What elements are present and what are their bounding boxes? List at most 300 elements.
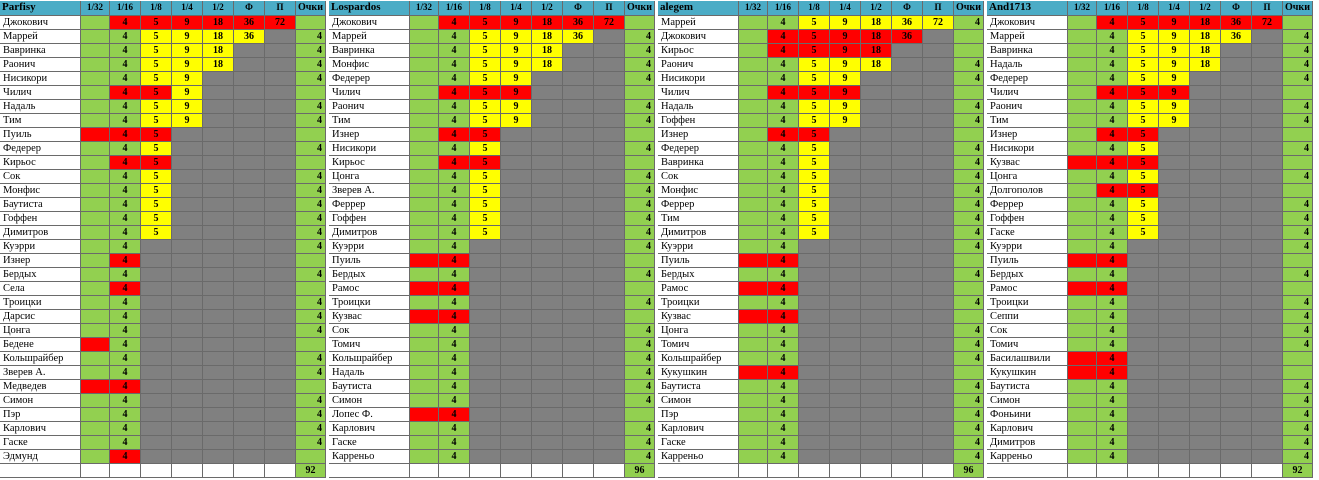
round-cell[interactable] xyxy=(410,212,439,226)
round-cell[interactable] xyxy=(470,422,501,436)
round-cell[interactable] xyxy=(501,170,532,184)
player-name-cell[interactable]: Карлович xyxy=(0,422,81,436)
round-header-2[interactable]: 1/16 xyxy=(439,1,470,16)
player-name-cell[interactable]: Цонга xyxy=(987,170,1068,184)
round-cell[interactable] xyxy=(1190,254,1221,268)
round-cell[interactable] xyxy=(1221,408,1252,422)
round-cell[interactable]: 4 xyxy=(768,72,799,86)
round-cell[interactable] xyxy=(830,184,861,198)
round-cell[interactable] xyxy=(172,310,203,324)
round-cell[interactable]: 5 xyxy=(141,44,172,58)
round-cell[interactable] xyxy=(172,282,203,296)
round-cell[interactable] xyxy=(563,128,594,142)
round-cell[interactable]: 4 xyxy=(768,282,799,296)
points-cell[interactable]: 4 xyxy=(954,422,984,436)
round-cell[interactable] xyxy=(470,450,501,464)
total-row-spacer[interactable] xyxy=(799,464,830,478)
round-cell[interactable] xyxy=(410,268,439,282)
round-header-3[interactable]: 1/8 xyxy=(799,1,830,16)
round-cell[interactable] xyxy=(1221,226,1252,240)
round-cell[interactable] xyxy=(739,352,768,366)
player-name-cell[interactable]: Изнер xyxy=(329,128,410,142)
round-cell[interactable]: 9 xyxy=(172,58,203,72)
round-cell[interactable]: 4 xyxy=(768,240,799,254)
round-cell[interactable]: 4 xyxy=(768,44,799,58)
round-cell[interactable]: 4 xyxy=(1097,436,1128,450)
round-cell[interactable]: 4 xyxy=(110,436,141,450)
round-cell[interactable]: 4 xyxy=(1097,44,1128,58)
player-name-cell[interactable]: Надаль xyxy=(658,100,739,114)
points-cell[interactable]: 4 xyxy=(1283,142,1313,156)
round-cell[interactable] xyxy=(410,198,439,212)
round-cell[interactable] xyxy=(799,436,830,450)
points-cell[interactable]: 4 xyxy=(954,198,984,212)
player-name-cell[interactable]: Бедене xyxy=(0,338,81,352)
round-cell[interactable]: 5 xyxy=(141,128,172,142)
round-cell[interactable] xyxy=(203,170,234,184)
round-cell[interactable] xyxy=(1190,324,1221,338)
round-cell[interactable] xyxy=(532,86,563,100)
player-name-cell[interactable]: Раонич xyxy=(0,58,81,72)
round-cell[interactable]: 5 xyxy=(1128,30,1159,44)
player-name-cell[interactable]: Феррер xyxy=(987,198,1068,212)
points-cell[interactable] xyxy=(625,310,655,324)
round-cell[interactable] xyxy=(923,408,954,422)
round-cell[interactable] xyxy=(1190,422,1221,436)
round-cell[interactable] xyxy=(563,352,594,366)
round-cell[interactable] xyxy=(234,324,265,338)
round-cell[interactable]: 9 xyxy=(172,86,203,100)
round-cell[interactable] xyxy=(563,310,594,324)
round-cell[interactable] xyxy=(799,394,830,408)
round-cell[interactable] xyxy=(1221,156,1252,170)
round-cell[interactable] xyxy=(410,310,439,324)
round-cell[interactable] xyxy=(1068,310,1097,324)
round-cell[interactable] xyxy=(892,422,923,436)
round-cell[interactable] xyxy=(923,450,954,464)
round-cell[interactable] xyxy=(265,380,296,394)
round-cell[interactable] xyxy=(501,408,532,422)
round-cell[interactable]: 9 xyxy=(830,16,861,30)
player-name-cell[interactable]: Троицки xyxy=(329,296,410,310)
points-cell[interactable] xyxy=(954,30,984,44)
round-cell[interactable] xyxy=(203,380,234,394)
round-cell[interactable]: 5 xyxy=(799,44,830,58)
player-name-cell[interactable]: Сок xyxy=(658,170,739,184)
round-cell[interactable] xyxy=(923,296,954,310)
player-name-cell[interactable]: Федерер xyxy=(658,142,739,156)
round-cell[interactable]: 18 xyxy=(861,44,892,58)
round-cell[interactable]: 4 xyxy=(1097,450,1128,464)
player-name-cell[interactable]: Маррей xyxy=(987,30,1068,44)
round-cell[interactable]: 72 xyxy=(594,16,625,30)
player-name-cell[interactable]: Бердых xyxy=(329,268,410,282)
round-cell[interactable]: 5 xyxy=(470,58,501,72)
round-cell[interactable] xyxy=(1128,254,1159,268)
player-name-cell[interactable]: Чилич xyxy=(658,86,739,100)
round-cell[interactable]: 4 xyxy=(768,30,799,44)
round-cell[interactable]: 5 xyxy=(1128,142,1159,156)
total-row-spacer[interactable] xyxy=(172,464,203,478)
player-name-cell[interactable]: Джокович xyxy=(658,30,739,44)
round-cell[interactable] xyxy=(81,226,110,240)
round-cell[interactable]: 4 xyxy=(1097,366,1128,380)
points-cell[interactable]: 4 xyxy=(1283,44,1313,58)
points-cell[interactable] xyxy=(954,282,984,296)
round-cell[interactable] xyxy=(265,422,296,436)
round-cell[interactable] xyxy=(234,198,265,212)
player-name-cell[interactable]: Джокович xyxy=(0,16,81,30)
round-cell[interactable]: 5 xyxy=(141,170,172,184)
points-cell[interactable]: 4 xyxy=(625,450,655,464)
points-header[interactable]: Очки xyxy=(1283,1,1313,16)
player-name-cell[interactable]: Баутиста xyxy=(987,380,1068,394)
round-cell[interactable] xyxy=(594,86,625,100)
round-cell[interactable] xyxy=(830,156,861,170)
round-cell[interactable]: 4 xyxy=(110,44,141,58)
round-cell[interactable] xyxy=(234,114,265,128)
round-cell[interactable] xyxy=(923,338,954,352)
round-cell[interactable] xyxy=(172,240,203,254)
points-cell[interactable]: 4 xyxy=(625,240,655,254)
round-cell[interactable] xyxy=(563,44,594,58)
round-cell[interactable] xyxy=(1190,436,1221,450)
round-cell[interactable] xyxy=(1221,86,1252,100)
round-cell[interactable] xyxy=(265,352,296,366)
round-cell[interactable] xyxy=(594,184,625,198)
round-cell[interactable] xyxy=(410,128,439,142)
round-cell[interactable] xyxy=(1221,212,1252,226)
round-cell[interactable] xyxy=(563,408,594,422)
round-cell[interactable]: 5 xyxy=(1128,16,1159,30)
round-header-7[interactable]: П xyxy=(1252,1,1283,16)
round-cell[interactable]: 4 xyxy=(110,380,141,394)
round-cell[interactable] xyxy=(203,282,234,296)
round-cell[interactable] xyxy=(1252,254,1283,268)
round-cell[interactable]: 5 xyxy=(470,212,501,226)
player-name-cell[interactable]: Баутиста xyxy=(0,198,81,212)
round-cell[interactable] xyxy=(81,58,110,72)
player-name-cell[interactable]: Троицки xyxy=(0,296,81,310)
round-cell[interactable] xyxy=(501,184,532,198)
round-cell[interactable] xyxy=(1221,254,1252,268)
player-name-cell[interactable]: Кирьос xyxy=(658,44,739,58)
round-cell[interactable] xyxy=(203,198,234,212)
round-cell[interactable]: 4 xyxy=(1097,16,1128,30)
player-name-cell[interactable]: Бердых xyxy=(658,268,739,282)
points-cell[interactable]: 4 xyxy=(954,184,984,198)
round-cell[interactable]: 4 xyxy=(768,394,799,408)
player-name-cell[interactable]: Сок xyxy=(329,324,410,338)
round-cell[interactable] xyxy=(265,310,296,324)
round-cell[interactable] xyxy=(594,436,625,450)
player-name-cell[interactable]: Бердых xyxy=(0,268,81,282)
round-cell[interactable] xyxy=(501,310,532,324)
points-cell[interactable] xyxy=(954,86,984,100)
points-cell[interactable]: 4 xyxy=(1283,422,1313,436)
player-name-cell[interactable]: Кузвас xyxy=(987,156,1068,170)
round-cell[interactable] xyxy=(892,282,923,296)
round-header-5[interactable]: 1/2 xyxy=(861,1,892,16)
round-cell[interactable] xyxy=(594,254,625,268)
round-cell[interactable] xyxy=(739,436,768,450)
round-cell[interactable]: 18 xyxy=(861,30,892,44)
total-points-cell[interactable]: 92 xyxy=(1283,464,1313,478)
round-cell[interactable] xyxy=(532,114,563,128)
round-cell[interactable] xyxy=(1252,100,1283,114)
round-cell[interactable] xyxy=(532,450,563,464)
round-cell[interactable] xyxy=(563,422,594,436)
points-cell[interactable] xyxy=(1283,156,1313,170)
round-cell[interactable] xyxy=(172,254,203,268)
round-cell[interactable] xyxy=(234,422,265,436)
player-name-cell[interactable]: Рамос xyxy=(658,282,739,296)
round-cell[interactable] xyxy=(172,226,203,240)
round-cell[interactable] xyxy=(410,114,439,128)
round-cell[interactable] xyxy=(861,184,892,198)
points-cell[interactable]: 4 xyxy=(296,296,326,310)
points-cell[interactable]: 4 xyxy=(296,72,326,86)
points-cell[interactable]: 4 xyxy=(625,394,655,408)
round-cell[interactable] xyxy=(234,366,265,380)
round-cell[interactable] xyxy=(1190,156,1221,170)
points-cell[interactable]: 4 xyxy=(625,422,655,436)
player-name-cell[interactable]: Лопес Ф. xyxy=(329,408,410,422)
round-cell[interactable] xyxy=(81,240,110,254)
round-cell[interactable] xyxy=(234,310,265,324)
round-cell[interactable] xyxy=(532,436,563,450)
round-cell[interactable] xyxy=(501,296,532,310)
round-cell[interactable]: 18 xyxy=(203,30,234,44)
points-cell[interactable]: 4 xyxy=(954,380,984,394)
player-name-cell[interactable]: Вавринка xyxy=(329,44,410,58)
points-cell[interactable]: 4 xyxy=(954,142,984,156)
round-cell[interactable] xyxy=(861,240,892,254)
round-cell[interactable] xyxy=(892,86,923,100)
round-cell[interactable] xyxy=(265,114,296,128)
round-cell[interactable] xyxy=(470,324,501,338)
round-cell[interactable] xyxy=(1190,240,1221,254)
round-cell[interactable] xyxy=(892,450,923,464)
round-cell[interactable] xyxy=(410,394,439,408)
player-name-cell[interactable]: Раонич xyxy=(658,58,739,72)
round-cell[interactable] xyxy=(141,450,172,464)
round-header-1[interactable]: 1/32 xyxy=(81,1,110,16)
round-cell[interactable] xyxy=(1221,450,1252,464)
points-cell[interactable] xyxy=(296,86,326,100)
round-cell[interactable] xyxy=(1128,366,1159,380)
player-name-cell[interactable]: Троицки xyxy=(987,296,1068,310)
round-cell[interactable]: 4 xyxy=(439,156,470,170)
round-cell[interactable] xyxy=(265,58,296,72)
round-cell[interactable] xyxy=(594,30,625,44)
round-cell[interactable] xyxy=(739,380,768,394)
round-cell[interactable]: 5 xyxy=(1128,184,1159,198)
round-cell[interactable] xyxy=(203,226,234,240)
round-cell[interactable] xyxy=(1190,366,1221,380)
round-cell[interactable] xyxy=(1221,310,1252,324)
total-row-spacer[interactable] xyxy=(470,464,501,478)
round-cell[interactable]: 4 xyxy=(110,352,141,366)
round-cell[interactable] xyxy=(172,394,203,408)
player-name-cell[interactable]: Карреньо xyxy=(658,450,739,464)
round-cell[interactable] xyxy=(410,450,439,464)
points-cell[interactable]: 4 xyxy=(1283,212,1313,226)
player-name-cell[interactable]: Раонич xyxy=(987,100,1068,114)
round-cell[interactable]: 4 xyxy=(768,352,799,366)
round-cell[interactable]: 9 xyxy=(501,30,532,44)
round-cell[interactable]: 5 xyxy=(470,226,501,240)
round-cell[interactable] xyxy=(1159,282,1190,296)
player-name-cell[interactable]: Надаль xyxy=(987,58,1068,72)
round-cell[interactable] xyxy=(172,296,203,310)
round-cell[interactable]: 4 xyxy=(1097,394,1128,408)
round-header-2[interactable]: 1/16 xyxy=(1097,1,1128,16)
round-cell[interactable] xyxy=(81,310,110,324)
points-cell[interactable]: 4 xyxy=(625,142,655,156)
round-cell[interactable]: 4 xyxy=(768,408,799,422)
round-cell[interactable] xyxy=(799,310,830,324)
round-cell[interactable] xyxy=(532,100,563,114)
round-cell[interactable] xyxy=(861,450,892,464)
round-cell[interactable] xyxy=(892,254,923,268)
round-cell[interactable] xyxy=(1221,422,1252,436)
round-cell[interactable]: 4 xyxy=(1097,226,1128,240)
round-cell[interactable] xyxy=(923,324,954,338)
round-cell[interactable] xyxy=(1252,44,1283,58)
round-cell[interactable] xyxy=(563,366,594,380)
round-cell[interactable]: 5 xyxy=(1128,198,1159,212)
round-cell[interactable]: 72 xyxy=(265,16,296,30)
round-cell[interactable]: 5 xyxy=(470,44,501,58)
player-name-cell[interactable]: Симон xyxy=(329,394,410,408)
round-cell[interactable]: 4 xyxy=(768,142,799,156)
points-cell[interactable] xyxy=(296,254,326,268)
round-cell[interactable] xyxy=(563,226,594,240)
round-cell[interactable] xyxy=(1252,198,1283,212)
round-cell[interactable] xyxy=(1221,142,1252,156)
round-cell[interactable]: 4 xyxy=(439,296,470,310)
round-cell[interactable] xyxy=(563,450,594,464)
round-cell[interactable] xyxy=(1068,282,1097,296)
round-cell[interactable] xyxy=(172,324,203,338)
round-header-3[interactable]: 1/8 xyxy=(141,1,172,16)
points-cell[interactable]: 4 xyxy=(1283,408,1313,422)
player-name-cell[interactable]: Пуиль xyxy=(658,254,739,268)
total-points-cell[interactable]: 92 xyxy=(296,464,326,478)
round-header-5[interactable]: 1/2 xyxy=(532,1,563,16)
round-cell[interactable] xyxy=(1159,240,1190,254)
round-cell[interactable] xyxy=(1190,282,1221,296)
points-cell[interactable]: 4 xyxy=(954,226,984,240)
round-cell[interactable]: 5 xyxy=(799,156,830,170)
total-row-spacer[interactable] xyxy=(1221,464,1252,478)
round-cell[interactable]: 4 xyxy=(110,114,141,128)
round-cell[interactable]: 4 xyxy=(1097,156,1128,170)
round-cell[interactable] xyxy=(892,184,923,198)
round-cell[interactable] xyxy=(1252,296,1283,310)
points-cell[interactable]: 4 xyxy=(1283,100,1313,114)
round-cell[interactable]: 9 xyxy=(830,100,861,114)
round-cell[interactable]: 36 xyxy=(234,16,265,30)
player-name-cell[interactable]: Сок xyxy=(0,170,81,184)
total-row-spacer[interactable] xyxy=(1159,464,1190,478)
round-cell[interactable] xyxy=(532,422,563,436)
points-cell[interactable]: 4 xyxy=(954,436,984,450)
round-cell[interactable] xyxy=(1159,338,1190,352)
player-name-cell[interactable]: Монфис xyxy=(658,184,739,198)
round-cell[interactable] xyxy=(141,408,172,422)
round-cell[interactable] xyxy=(203,156,234,170)
round-cell[interactable] xyxy=(830,282,861,296)
round-cell[interactable] xyxy=(739,240,768,254)
round-cell[interactable] xyxy=(1221,324,1252,338)
round-cell[interactable] xyxy=(172,366,203,380)
round-cell[interactable] xyxy=(532,394,563,408)
points-cell[interactable]: 4 xyxy=(954,156,984,170)
round-cell[interactable] xyxy=(830,450,861,464)
round-cell[interactable] xyxy=(1252,422,1283,436)
round-cell[interactable]: 4 xyxy=(439,226,470,240)
round-cell[interactable] xyxy=(81,184,110,198)
total-row-spacer[interactable] xyxy=(987,464,1068,478)
round-cell[interactable] xyxy=(594,296,625,310)
round-header-1[interactable]: 1/32 xyxy=(739,1,768,16)
round-cell[interactable] xyxy=(532,156,563,170)
round-cell[interactable] xyxy=(1068,296,1097,310)
round-cell[interactable]: 18 xyxy=(203,16,234,30)
round-header-1[interactable]: 1/32 xyxy=(1068,1,1097,16)
round-cell[interactable]: 9 xyxy=(501,16,532,30)
round-cell[interactable] xyxy=(923,352,954,366)
player-name-cell[interactable]: Куэрри xyxy=(658,240,739,254)
round-cell[interactable] xyxy=(532,142,563,156)
round-cell[interactable] xyxy=(892,296,923,310)
points-cell[interactable]: 4 xyxy=(625,226,655,240)
round-cell[interactable] xyxy=(739,198,768,212)
round-cell[interactable] xyxy=(203,254,234,268)
round-cell[interactable]: 4 xyxy=(768,170,799,184)
round-cell[interactable] xyxy=(739,366,768,380)
round-cell[interactable] xyxy=(861,72,892,86)
round-cell[interactable] xyxy=(501,212,532,226)
round-cell[interactable]: 9 xyxy=(501,58,532,72)
round-cell[interactable]: 4 xyxy=(110,86,141,100)
round-cell[interactable] xyxy=(739,310,768,324)
player-name-cell[interactable]: Гоффен xyxy=(0,212,81,226)
player-name-cell[interactable]: Цонга xyxy=(329,170,410,184)
round-cell[interactable] xyxy=(1128,380,1159,394)
player-name-cell[interactable]: Карреньо xyxy=(329,450,410,464)
round-cell[interactable] xyxy=(410,58,439,72)
round-cell[interactable]: 4 xyxy=(439,436,470,450)
round-cell[interactable] xyxy=(923,170,954,184)
round-cell[interactable]: 5 xyxy=(799,72,830,86)
round-cell[interactable]: 5 xyxy=(799,226,830,240)
round-cell[interactable]: 4 xyxy=(768,198,799,212)
round-header-2[interactable]: 1/16 xyxy=(768,1,799,16)
round-cell[interactable] xyxy=(265,30,296,44)
round-cell[interactable]: 5 xyxy=(470,170,501,184)
round-cell[interactable]: 4 xyxy=(439,86,470,100)
round-cell[interactable] xyxy=(923,212,954,226)
user-name-header[interactable]: alegem xyxy=(658,1,739,16)
round-cell[interactable]: 5 xyxy=(799,184,830,198)
player-name-cell[interactable]: Нисикори xyxy=(0,72,81,86)
player-name-cell[interactable]: Федерер xyxy=(987,72,1068,86)
round-cell[interactable] xyxy=(141,254,172,268)
points-cell[interactable] xyxy=(625,408,655,422)
